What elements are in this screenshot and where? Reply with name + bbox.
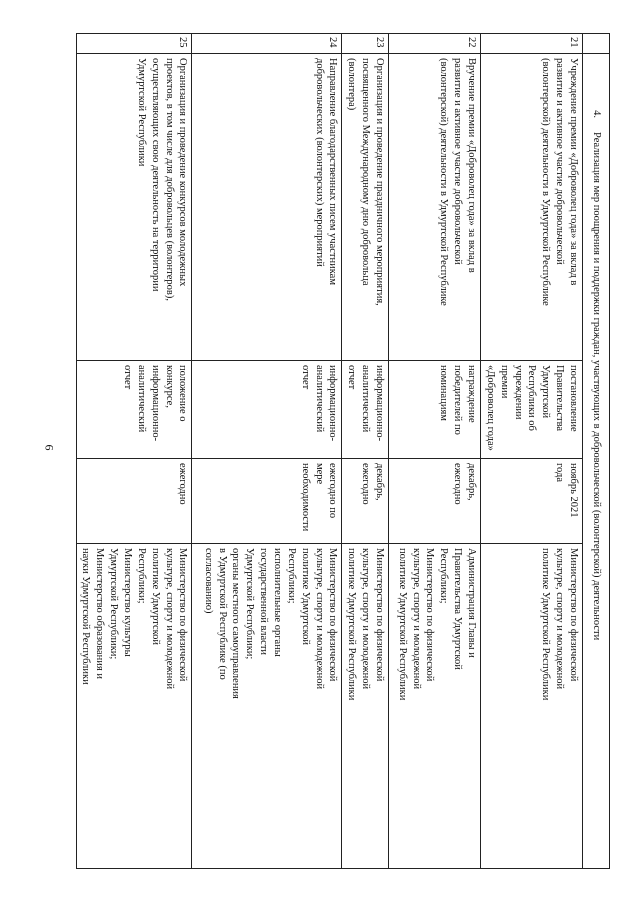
- event-cell: Направление благодарственных писем участникам добровольческих (волонтерских) мероприятий: [192, 54, 342, 361]
- table-row: [388, 34, 480, 869]
- event-cell: Организация и проведение конкурсов молодежных проектов, в том числе для добровольцев (волонтеров), осуществляющих свою деятельность на территории Удмуртской Республики: [76, 54, 192, 361]
- row-number: 25: [76, 34, 192, 54]
- row-number: 24: [192, 34, 342, 54]
- table-row: [76, 34, 192, 869]
- table-row: [192, 34, 342, 869]
- executor-cell: Администрация Главы и Правительства Удмуртской Республики; Министерство по физической культуре, спорту и молодежной политике Удмуртской Республики: [388, 544, 480, 869]
- deadline-cell: ежегодно по мере необходимости: [192, 459, 342, 544]
- table-row: [342, 34, 389, 869]
- row-number: 21: [480, 34, 582, 54]
- section-number: 4.: [590, 110, 602, 118]
- deadline-cell: ежегодно: [76, 459, 192, 544]
- event-cell: Учреждение премии «Доброволец года» за вклад в развитие и активное участие добровольческой (волонтерской) деятельности в Удмуртской Республике: [480, 54, 582, 361]
- event-cell: Организация и проведение праздничного мероприятия, посвященного Международному дню добровольца (волонтера): [342, 54, 389, 361]
- row-number: 23: [342, 34, 389, 54]
- deadline-cell: декабрь, ежегодно: [388, 459, 480, 544]
- row-number: 22: [388, 34, 480, 54]
- deadline-cell: декабрь, ежегодно: [342, 459, 389, 544]
- table-row: [480, 34, 582, 869]
- section-heading: [583, 54, 610, 869]
- result-cell: информационно- аналитический отчет: [192, 361, 342, 459]
- section-empty-cell: [583, 34, 610, 54]
- deadline-cell: ноябрь 2021 года: [480, 459, 582, 544]
- executor-cell: Министерство по физической культуре, спорту и молодежной политике Удмуртской Республики; Министерство культуры Удмуртской Республики; Министерство образования и науки Удмуртской Республики: [76, 544, 192, 869]
- executor-cell: Министерство по физической культуре, спорту и молодежной политике Удмуртской Республики: [480, 544, 582, 869]
- executor-cell: Министерство по физической культуре, спорту и молодежной политике Удмуртской Республики: [342, 544, 389, 869]
- page-number: 6: [42, 444, 57, 451]
- section-header-row: [583, 34, 610, 869]
- result-cell: положение о конкурсе, информационно- аналитический отчет: [76, 361, 192, 459]
- result-cell: постановление Правительства Удмуртской Республики об учреждении премии «Доброволец года»: [480, 361, 582, 459]
- result-cell: награждение победителей по номинациям: [388, 361, 480, 459]
- section-title: Реализация мер поощрения и поддержки граждан, участвующих в добровольческой (волонтерской) деятельности: [590, 132, 602, 641]
- plan-table: [76, 33, 610, 869]
- event-cell: Вручение премии «Доброволец года» за вклад в развитие и активное участие добровольческой (волонтерской) деятельности в Удмуртской Республике: [388, 54, 480, 361]
- rotated-table-container: [80, 33, 610, 868]
- result-cell: информационно- аналитический отчет: [342, 361, 389, 459]
- executor-cell: Министерство по физической культуре, спорту и молодежной политике Удмуртской Республики; исполнительные органы государственной власти Удмуртской Республики; органы местного самоуправления в Удмуртской Республике (по согласованию): [192, 544, 342, 869]
